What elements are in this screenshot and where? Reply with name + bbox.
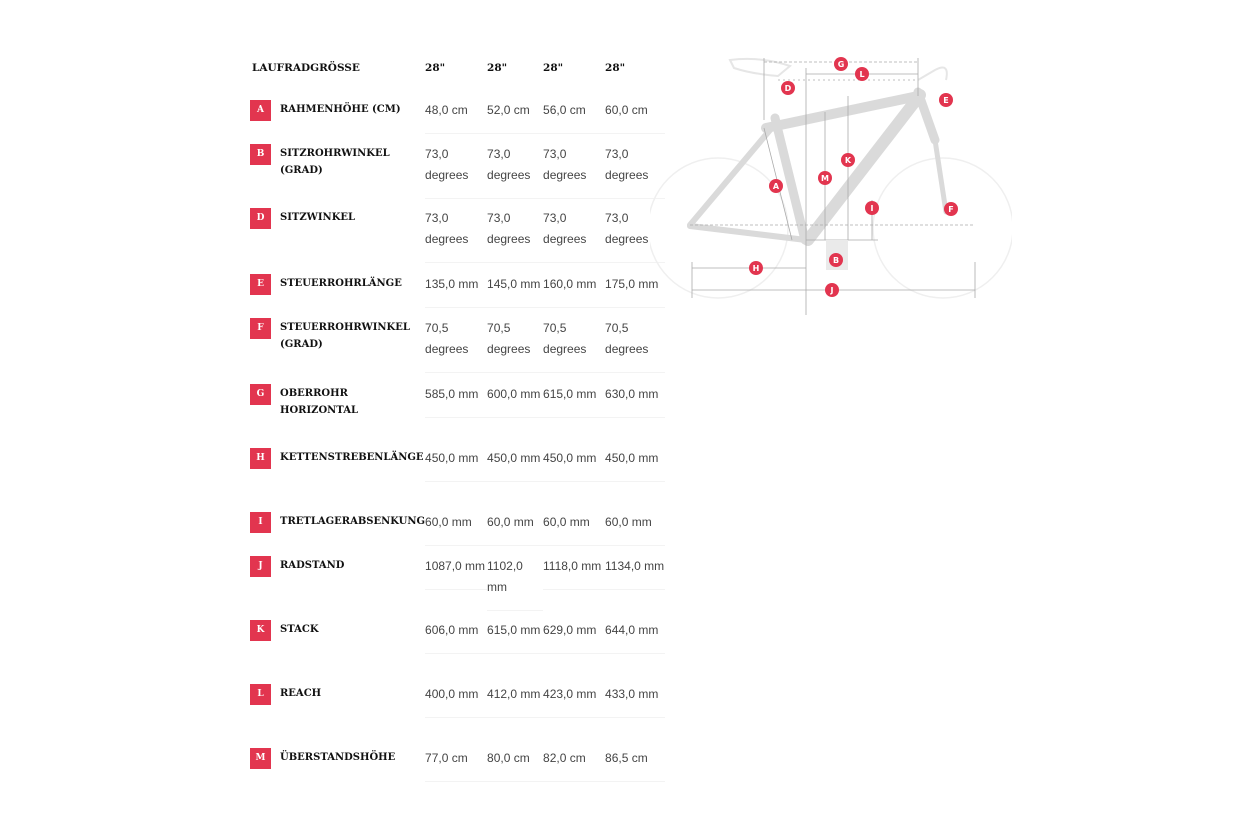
value-cell [605, 442, 665, 506]
measure-letter-badge: H [250, 448, 271, 469]
measure-name: REACH [280, 688, 322, 699]
marker-e-label: E [943, 96, 949, 105]
value-cell [487, 550, 543, 614]
marker-b-label: B [832, 256, 840, 265]
marker-f [944, 202, 958, 216]
row-label-cell [250, 678, 425, 742]
measure-value: 1118,0 mm [543, 556, 605, 590]
row-label [250, 384, 425, 419]
value-cell [543, 268, 605, 312]
value-cell [543, 94, 605, 138]
measure-value: 73,0 degrees [487, 144, 543, 199]
measure-value: 52,0 cm [487, 100, 543, 134]
measure-name: ÜBERSTANDSHÖHE [280, 752, 396, 763]
value-cell [543, 442, 605, 506]
value-cell [487, 378, 543, 442]
saddle-shape [730, 59, 790, 76]
measure-value: 615,0 mm [543, 384, 605, 418]
stem [918, 68, 947, 80]
measure-value: 48,0 cm [425, 100, 487, 134]
value-cell [605, 614, 665, 678]
row-label [250, 144, 425, 179]
measure-value: 175,0 mm [605, 274, 665, 308]
value-cell [605, 742, 665, 786]
row-label-cell [250, 378, 425, 442]
value-cell [543, 678, 605, 742]
value-cell [425, 378, 487, 442]
measure-value: 60,0 cm [605, 100, 665, 134]
value-cell [425, 138, 487, 202]
measure-letter-badge: M [250, 748, 271, 769]
measure-name: STACK [280, 624, 319, 635]
marker-m [818, 171, 832, 185]
measure-name: SITZWINKEL [280, 212, 356, 223]
marker-b [829, 253, 843, 267]
value-cell [543, 614, 605, 678]
value-cell [543, 378, 605, 442]
value-cell [425, 312, 487, 378]
table-row [250, 94, 665, 138]
value-cell [543, 312, 605, 378]
measure-letter-badge: K [250, 620, 271, 641]
value-cell [543, 742, 605, 786]
measure-letter-badge: B [250, 144, 271, 165]
marker-f-label: F [948, 205, 954, 214]
measure-value: 450,0 mm [605, 448, 665, 482]
measure-value: 629,0 mm [543, 620, 605, 654]
frame [690, 92, 949, 240]
measure-value: 644,0 mm [605, 620, 665, 654]
measure-name: RADSTAND [280, 560, 345, 571]
row-label [250, 208, 425, 229]
row-label-cell [250, 94, 425, 138]
measure-value: 606,0 mm [425, 620, 487, 654]
row-label-cell [250, 312, 425, 378]
measure-value: 412,0 mm [487, 684, 543, 718]
row-label-cell [250, 268, 425, 312]
value-cell [487, 742, 543, 786]
measure-value: 60,0 mm [425, 512, 487, 546]
marker-i-label: I [870, 204, 874, 213]
measure-value: 73,0 degrees [425, 144, 487, 199]
value-cell [487, 442, 543, 506]
marker-k [841, 153, 855, 167]
measure-value: 630,0 mm [605, 384, 665, 418]
value-cell [605, 506, 665, 550]
marker-k-label: K [844, 156, 852, 165]
measure-name: STEUERROHRWINKEL (GRAD) [280, 322, 410, 350]
value-cell [425, 742, 487, 786]
measure-letter-badge: A [250, 100, 271, 121]
measure-value: 60,0 mm [487, 512, 543, 546]
measure-value: 1134,0 mm [605, 556, 665, 590]
value-cell [425, 614, 487, 678]
measure-value: 73,0 degrees [543, 208, 605, 263]
value-cell [487, 506, 543, 550]
measure-value: 585,0 mm [425, 384, 487, 418]
seat-tube [772, 118, 805, 240]
size-header-row [250, 50, 665, 94]
measure-name: OBERROHR HORIZONTAL [280, 388, 358, 416]
size-col-2: 28" [487, 62, 508, 74]
table-row [250, 202, 665, 268]
table-row [250, 614, 665, 678]
measure-value: 423,0 mm [543, 684, 605, 718]
value-cell [425, 550, 487, 614]
table-row [250, 550, 665, 614]
marker-i [865, 201, 879, 215]
value-cell [605, 312, 665, 378]
marker-j [825, 283, 839, 297]
measure-name: SITZROHRWINKEL (GRAD) [280, 148, 390, 176]
measure-value: 80,0 cm [487, 748, 543, 782]
measure-value: 77,0 cm [425, 748, 487, 782]
measure-lines [690, 58, 975, 315]
measure-letter-badge: D [250, 208, 271, 229]
saddle [730, 59, 790, 76]
value-cell [425, 268, 487, 312]
marker-d-label: D [784, 84, 792, 93]
measure-name: KETTENSTREBENLÄNGE [280, 452, 424, 463]
measure-value: 82,0 cm [543, 748, 605, 782]
bike-geometry-diagram [650, 45, 1012, 320]
marker-d [781, 81, 795, 95]
row-label [250, 620, 425, 641]
marker-l-label: L [859, 70, 865, 79]
value-cell [425, 442, 487, 506]
wheel-size-header: LAUFRADGRÖSSE [252, 62, 360, 74]
measure-value: 86,5 cm [605, 748, 665, 782]
measure-value: 73,0 degrees [605, 208, 665, 263]
marker-h [749, 261, 763, 275]
row-label [250, 512, 425, 533]
measure-letter-badge: L [250, 684, 271, 705]
geometry-table [250, 50, 665, 786]
value-cell [543, 202, 605, 268]
value-cell [425, 506, 487, 550]
head-tube [918, 92, 935, 140]
measure-letter-badge: E [250, 274, 271, 295]
value-cell [543, 138, 605, 202]
fork [935, 140, 946, 212]
seat-stay [690, 130, 770, 225]
value-cell [605, 678, 665, 742]
measure-value: 70,5 degrees [425, 318, 487, 373]
measure-value: 433,0 mm [605, 684, 665, 718]
value-cell [487, 678, 543, 742]
measure-name: RAHMENHÖHE (CM) [280, 104, 401, 115]
value-cell [487, 268, 543, 312]
value-cell [425, 202, 487, 268]
marker-l [855, 67, 869, 81]
size-col-4: 28" [605, 62, 626, 74]
measure-value: 450,0 mm [425, 448, 487, 482]
measure-value: 60,0 mm [605, 512, 665, 546]
table-row [250, 742, 665, 786]
table-row [250, 506, 665, 550]
measure-name: TRETLAGERABSENKUNG [280, 516, 426, 527]
measure-letter-badge: I [250, 512, 271, 533]
row-label-cell [250, 742, 425, 786]
measure-letter-badge: F [250, 318, 271, 339]
marker-h-label: H [752, 264, 760, 273]
value-cell [543, 550, 605, 614]
value-cell [425, 94, 487, 138]
measure-value: 70,5 degrees [605, 318, 665, 373]
value-cell [425, 678, 487, 742]
value-cell [487, 138, 543, 202]
measure-value: 70,5 degrees [487, 318, 543, 373]
measure-value: 70,5 degrees [543, 318, 605, 373]
measure-value: 60,0 mm [543, 512, 605, 546]
row-label-cell [250, 202, 425, 268]
row-label [250, 274, 425, 295]
row-label-cell [250, 550, 425, 614]
row-label [250, 684, 425, 705]
row-label-cell [250, 614, 425, 678]
table-row [250, 312, 665, 378]
marker-a [769, 179, 783, 193]
measure-value: 145,0 mm [487, 274, 543, 308]
measure-value: 56,0 cm [543, 100, 605, 134]
value-cell [487, 614, 543, 678]
row-label-cell [250, 506, 425, 550]
measure-value: 1087,0 mm [425, 556, 487, 590]
marker-g [834, 57, 848, 71]
table-row [250, 138, 665, 202]
row-label-cell [250, 138, 425, 202]
marker-a-label: A [772, 182, 780, 191]
measure-letter-badge: J [250, 556, 271, 577]
table-row [250, 378, 665, 442]
marker-j-label: J [830, 286, 834, 295]
measure-name: STEUERROHRLÄNGE [280, 278, 402, 289]
measure-value: 135,0 mm [425, 274, 487, 308]
measure-value: 615,0 mm [487, 620, 543, 654]
geometry-rows [250, 94, 665, 786]
value-cell [487, 94, 543, 138]
measure-value: 73,0 degrees [425, 208, 487, 263]
value-cell [605, 378, 665, 442]
table-row [250, 442, 665, 506]
marker-g-label: G [837, 60, 845, 69]
handlebar [918, 68, 947, 80]
value-cell [543, 506, 605, 550]
measure-value: 450,0 mm [487, 448, 543, 482]
row-label [250, 748, 425, 769]
measure-value: 400,0 mm [425, 684, 487, 718]
row-label-cell [250, 442, 425, 506]
marker-e [939, 93, 953, 107]
size-col-1: 28" [425, 62, 446, 74]
size-col-3: 28" [543, 62, 564, 74]
measure-value: 73,0 degrees [605, 144, 665, 199]
table-row [250, 678, 665, 742]
measure-value: 160,0 mm [543, 274, 605, 308]
value-cell [487, 202, 543, 268]
row-label [250, 318, 425, 353]
row-label [250, 556, 425, 577]
value-cell [487, 312, 543, 378]
marker-m-label: M [821, 174, 829, 183]
value-cell [605, 550, 665, 614]
measure-value: 73,0 degrees [487, 208, 543, 263]
measure-value: 73,0 degrees [543, 144, 605, 199]
row-label [250, 448, 425, 469]
measure-value: 1102,0 mm [487, 556, 543, 611]
row-label [250, 100, 425, 121]
measure-value: 600,0 mm [487, 384, 543, 418]
measure-value: 450,0 mm [543, 448, 605, 482]
table-row [250, 268, 665, 312]
measure-letter-badge: G [250, 384, 271, 405]
